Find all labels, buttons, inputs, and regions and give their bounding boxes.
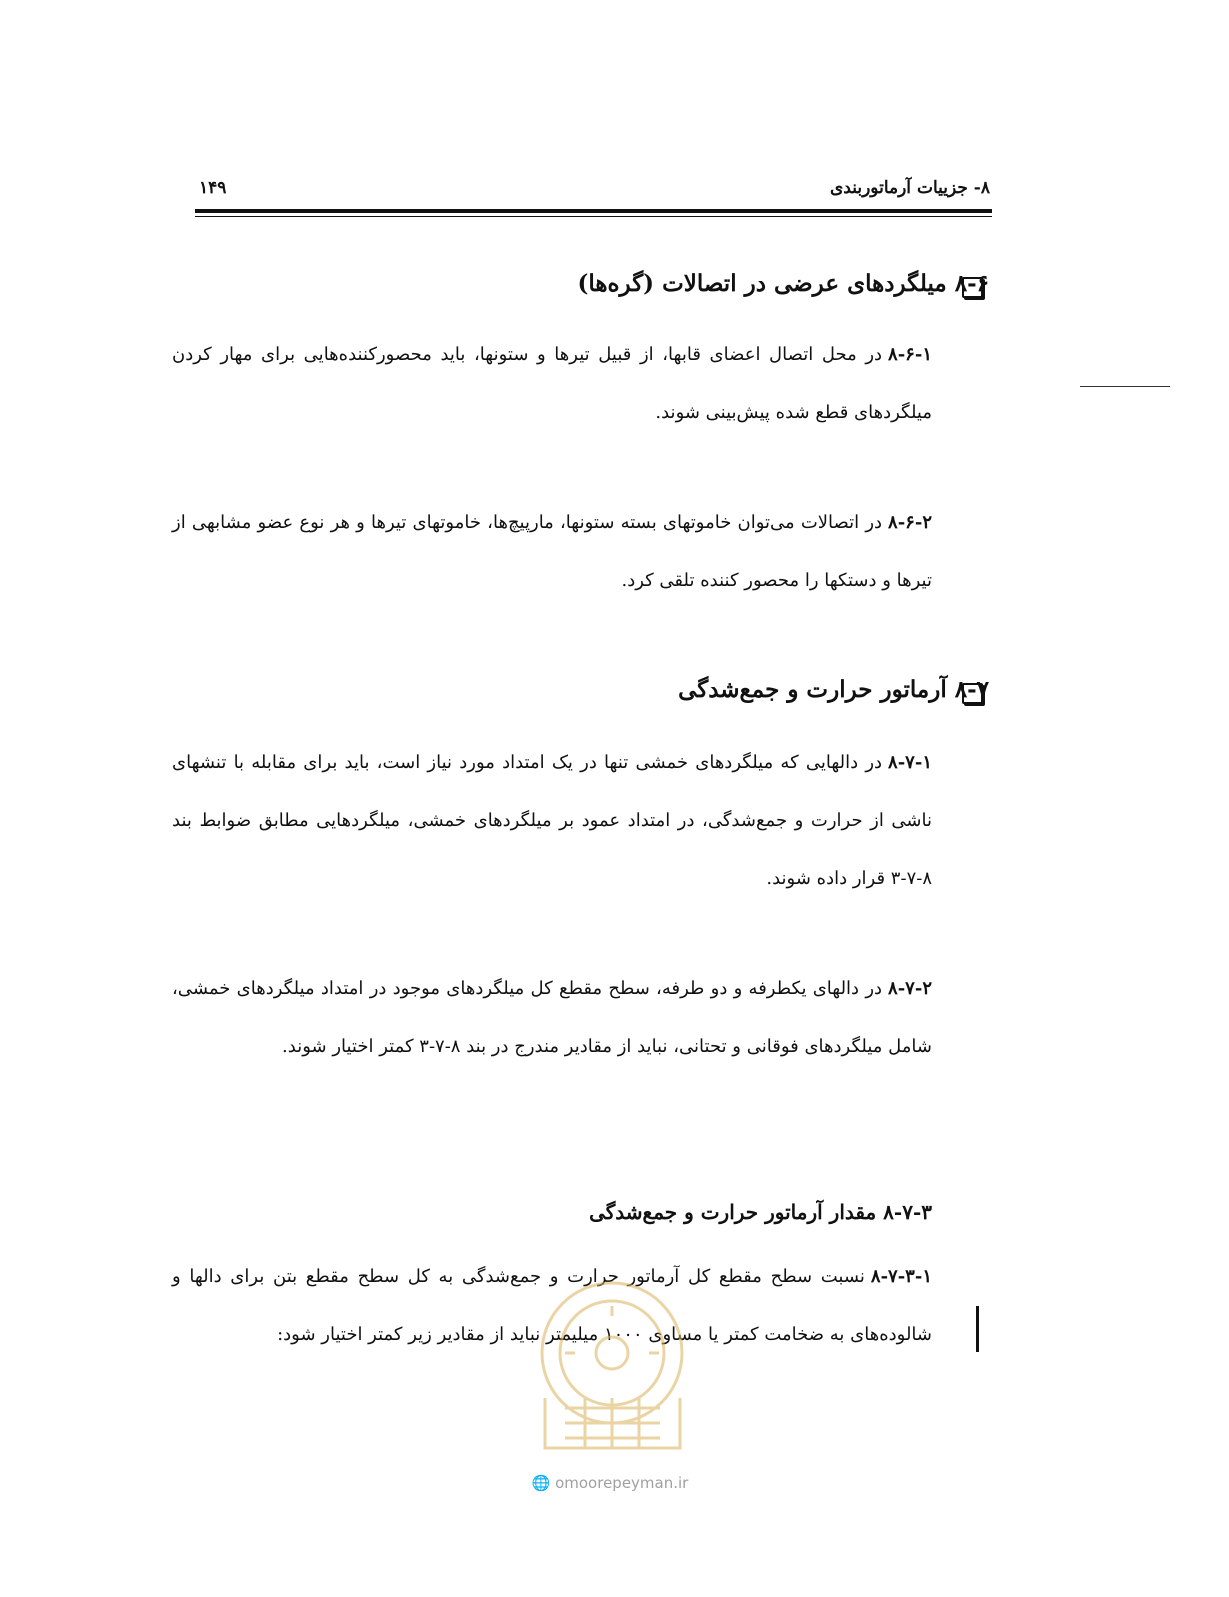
section-heading-8-6: ۸-۶ میلگردهای عرضی در اتصالات (گره‌ها) — [577, 270, 989, 297]
paragraph-8-7-2 — [172, 960, 932, 1076]
paragraph-8-6-2 — [172, 494, 932, 610]
section-heading-8-7: ۸-۷ آرماتور حرارت و جمع‌شدگی — [678, 676, 989, 703]
paragraph-text: در دالهایی که میلگردهای خمشی تنها در یک امتداد مورد نیاز است، باید برای مقابله با تنشهای ناشی از حرارت و جمع‌شدگی، در امتداد عمود بر میلگردهای خمشی، میلگردهایی مطابق ضوابط بند ۸-۷-۳ قرار داده شوند. — [172, 752, 932, 889]
watermark-label: 🌐 omoorepeyman.ir — [531, 1474, 689, 1492]
paragraph-number: ۸-۷-۲ — [888, 978, 932, 999]
page-number: ۱۴۹ — [199, 178, 227, 198]
paragraph-8-7-1 — [172, 734, 932, 908]
paragraph-text: در دالهای یکطرفه و دو طرفه، سطح مقطع کل میلگردهای موجود در امتداد میلگردهای خمشی، شامل میلگردهای فوقانی و تحتانی، نباید از مقادیر مندرج در بند ۸-۷-۳ کمتر اختیار شوند. — [172, 978, 932, 1057]
header-rule-thin — [195, 216, 992, 217]
paragraph-number: ۸-۷-۳-۱ — [870, 1266, 932, 1287]
paragraph-number: ۸-۷-۱ — [888, 752, 932, 773]
subsection-heading-8-7-3: ۸-۷-۳ مقدار آرماتور حرارت و جمع‌شدگی — [589, 1200, 932, 1224]
page-header — [195, 178, 992, 208]
margin-line — [1080, 386, 1170, 387]
watermark-seal-icon — [505, 1258, 720, 1458]
chapter-title: ۸- جزییات آرماتوربندی — [830, 178, 990, 198]
paragraph-number: ۸-۶-۲ — [888, 512, 932, 533]
paragraph-number: ۸-۶-۱ — [888, 344, 932, 365]
header-rule-thick — [195, 209, 992, 213]
paragraph-text: در محل اتصال اعضای قابها، از قبیل تیرها و ستونها، باید محصورکننده‌هایی برای مهار کردن میلگردهای قطع شده پیش‌بینی شوند. — [172, 344, 932, 423]
change-bar — [976, 1306, 979, 1352]
paragraph-text: در اتصالات می‌توان خاموتهای بسته ستونها، مارپیچ‌ها، خاموتهای تیرها و هر نوع عضو مشابهی از تیرها و دستکها را محصور کننده تلقی کرد. — [172, 512, 932, 591]
paragraph-8-6-1 — [172, 326, 932, 442]
paragraph-text: نسبت سطح مقطع کل آرماتور حرارت و جمع‌شدگی به کل سطح مقطع بتن برای دالها و شالوده‌های به ضخامت کمتر یا مساوی ۱۰۰۰ میلیمتر نباید از مقادیر زیر کمتر اختیار شود: — [172, 1266, 932, 1345]
